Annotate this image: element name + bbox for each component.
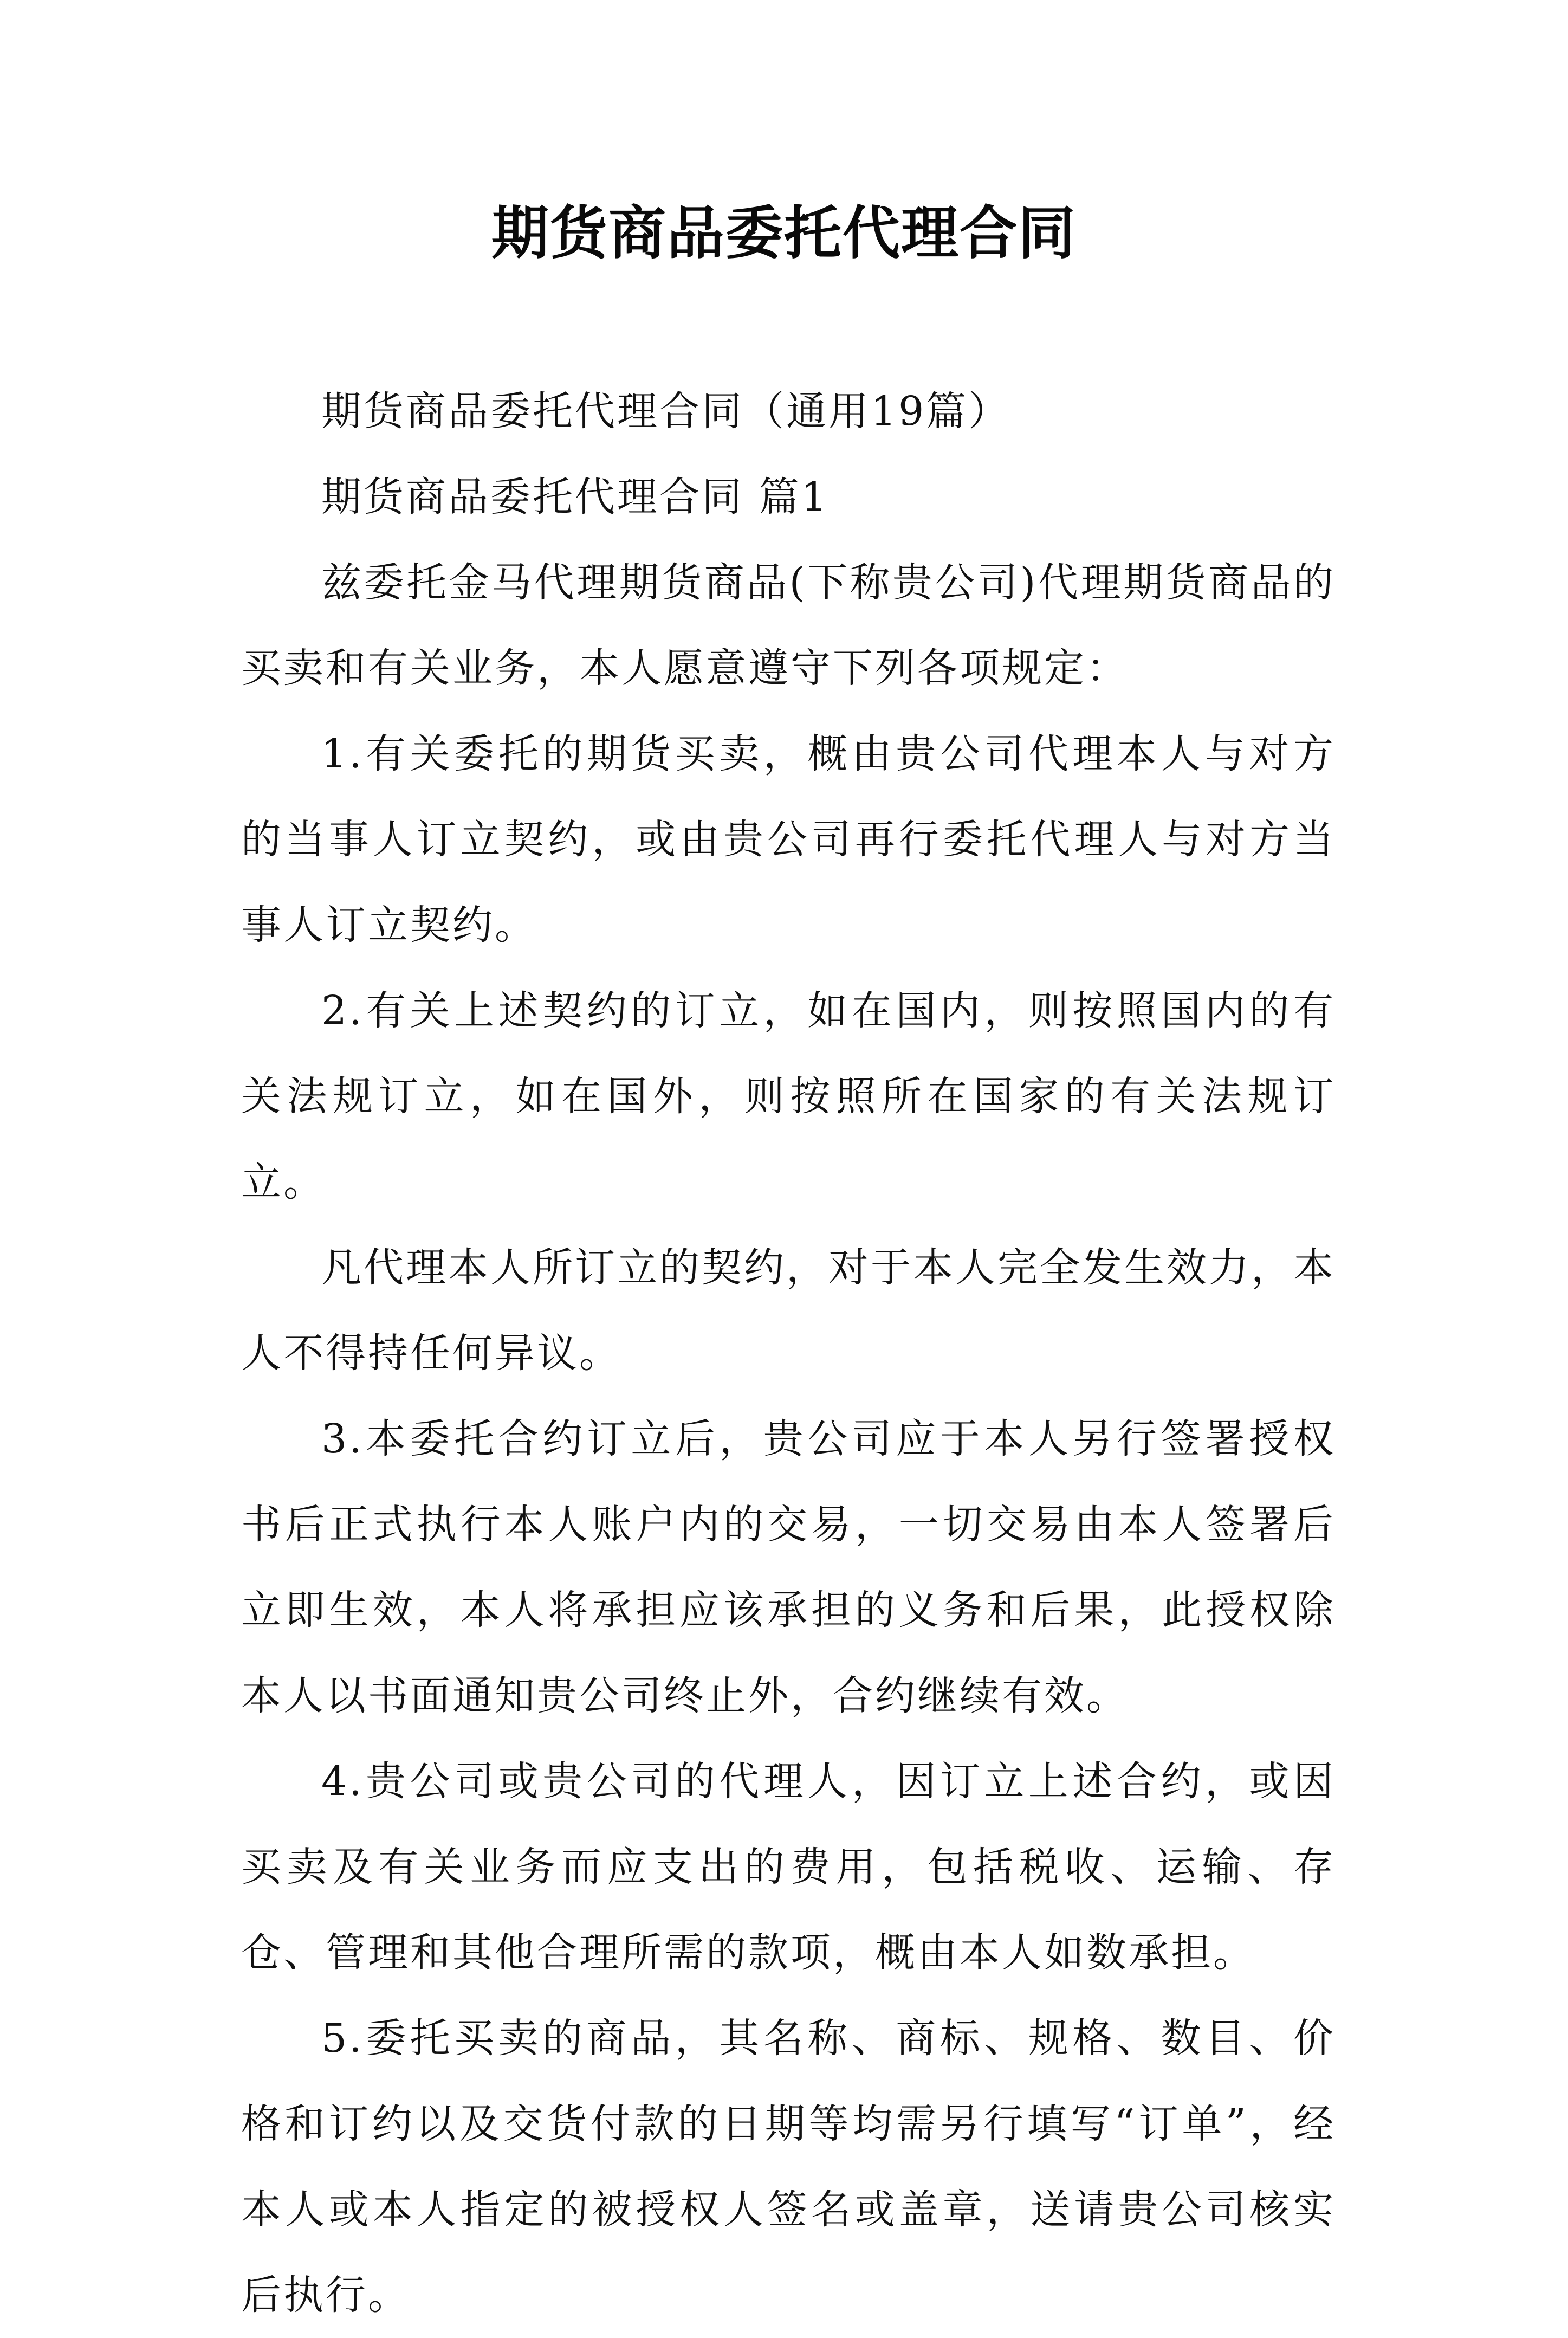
paragraph-clause-2: 2.有关上述契约的订立，如在国内，则按照国内的有关法规订立，如在国外，则按照所在国家的有关法规订立。 <box>241 987 1336 1205</box>
paragraph-clause-4: 4.贵公司或贵公司的代理人，因订立上述合约，或因买卖及有关业务而应支出的费用，包括税收、运输、存仓、管理和其他合理所需的款项，概由本人如数承担。 <box>241 1758 1336 1976</box>
paragraph-clause-1: 1.有关委托的期货买卖，概由贵公司代理本人与对方的当事人订立契约，或由贵公司再行委托代理人与对方当事人订立契约。 <box>241 731 1336 948</box>
document-body <box>241 369 1336 2338</box>
paragraph-clause-3: 3.本委托合约订立后，贵公司应于本人另行签署授权书后正式执行本人账户内的交易，一切交易由本人签署后立即生效，本人将承担应该承担的义务和后果，此授权除本人以书面通知贵公司终止外，合约继续有效。 <box>241 1416 1336 1719</box>
paragraph-intro: 兹委托金马代理期货商品(下称贵公司)代理期货商品的买卖和有关业务，本人愿意遵守下列各项规定： <box>241 559 1336 692</box>
paragraph-clause-2-note: 凡代理本人所订立的契约，对于本人完全发生效力，本人不得持任何异议。 <box>241 1244 1336 1377</box>
paragraph-clause-5: 5.委托买卖的商品，其名称、商标、规格、数目、价格和订约以及交货付款的日期等均需另行填写“订单”，经本人或本人指定的被授权人签名或盖章，送请贵公司核实后执行。 <box>241 2015 1336 2318</box>
document-title: 期货商品委托代理合同 <box>491 199 1077 267</box>
paragraph-section-heading: 期货商品委托代理合同 篇1 <box>321 474 829 520</box>
paragraph-subtitle: 期货商品委托代理合同（通用19篇） <box>321 388 1011 435</box>
